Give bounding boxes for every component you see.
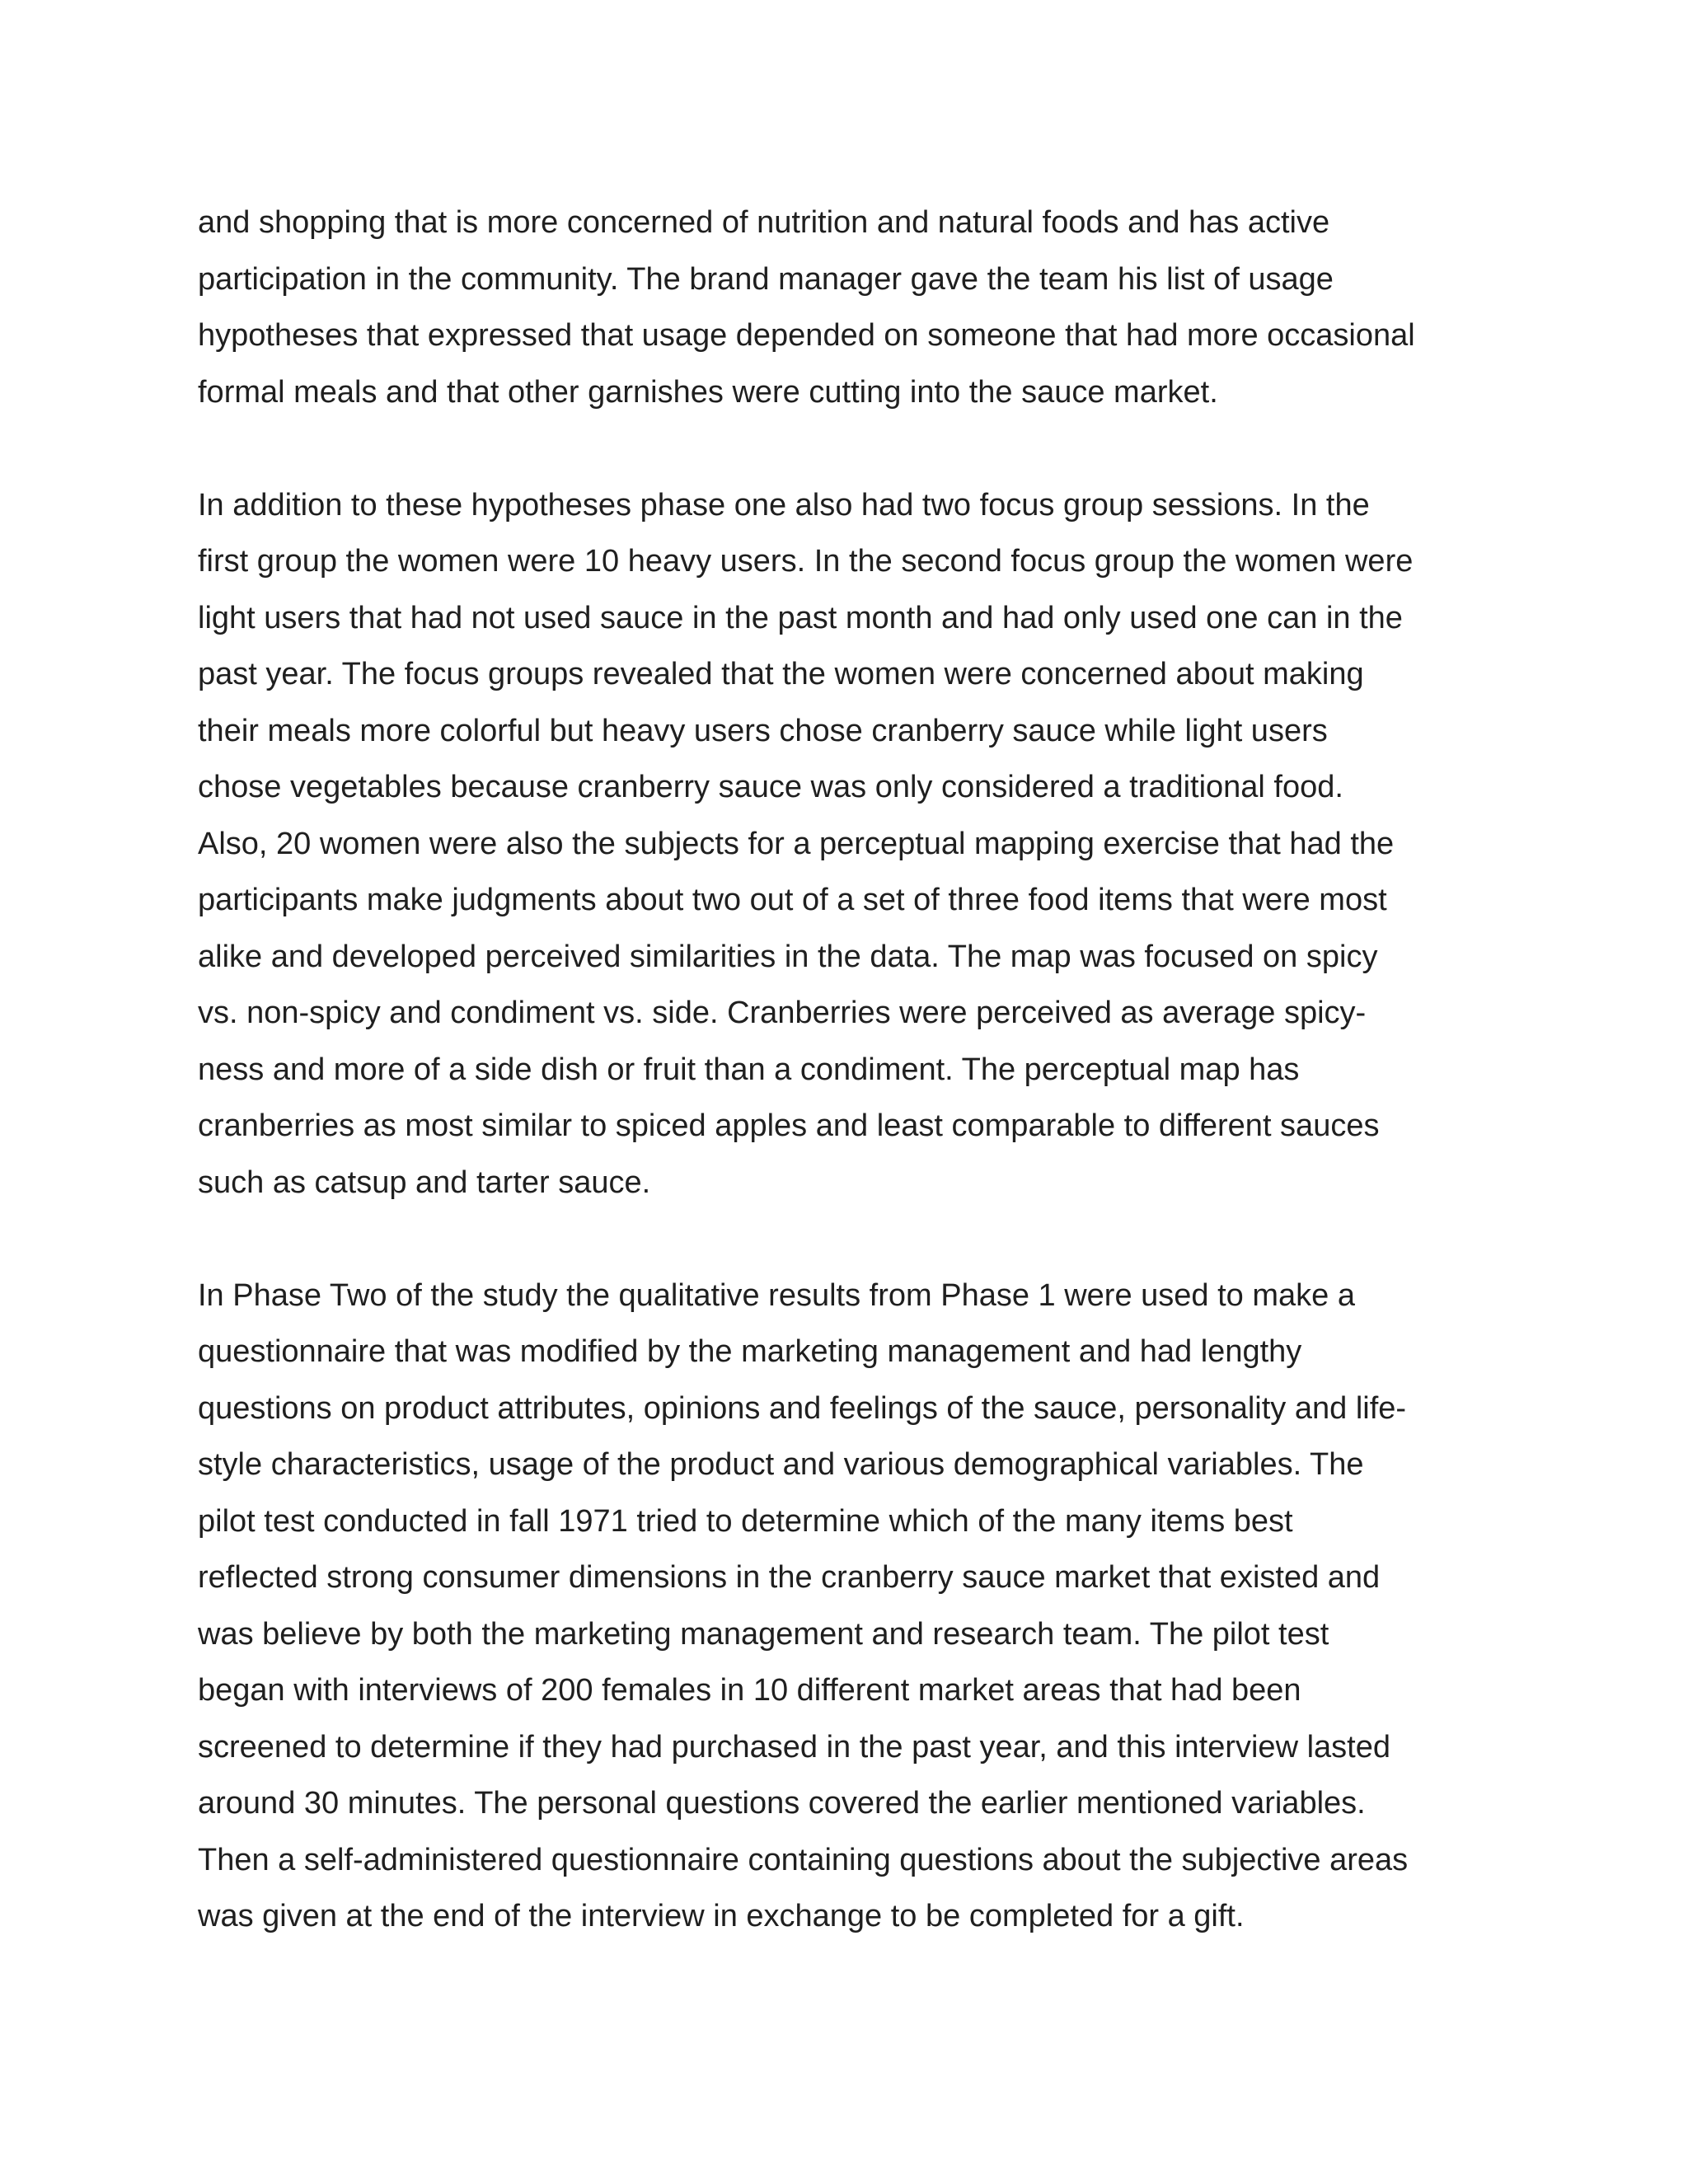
text-line: pilot test conducted in fall 1971 tried to determine which of the many items best [198, 1503, 1293, 1539]
text-line: light users that had not used sauce in the past month and had only used one can in the [198, 600, 1403, 635]
text-line: and shopping that is more concerned of nutrition and natural foods and has active [198, 205, 1330, 240]
text-line: was given at the end of the interview in exchange to be completed for a gift. [198, 1899, 1245, 1933]
text-line: their meals more colorful but heavy users chose cranberry sauce while light users [198, 713, 1328, 748]
text-line: was believe by both the marketing management and research team. The pilot test [198, 1616, 1329, 1652]
text-line: participation in the community. The brand manager gave the team his list of usage [198, 261, 1334, 297]
paragraph-1 [198, 194, 1517, 420]
text-line: vs. non-spicy and condiment vs. side. Cranberries were perceived as average spicy- [198, 996, 1367, 1030]
text-line: such as catsup and tarter sauce. [198, 1165, 651, 1200]
text-line: Also, 20 women were also the subjects for a perceptual mapping exercise that had the [198, 826, 1395, 861]
text-line: ness and more of a side dish or fruit than a condiment. The perceptual map has [198, 1052, 1300, 1087]
text-line: past year. The focus groups revealed that the women were concerned about making [198, 657, 1364, 691]
text-line: In Phase Two of the study the qualitative results from Phase 1 were used to make a [198, 1277, 1355, 1313]
paragraph-2 [198, 477, 1517, 1212]
text-line: began with interviews of 200 females in 10 different market areas that had been [198, 1673, 1301, 1708]
text-line: questions on product attributes, opinions and feelings of the sauce, personality and life- [198, 1390, 1407, 1426]
text-line: screened to determine if they had purchased in the past year, and this interview lasted [198, 1729, 1390, 1765]
text-line: cranberries as most similar to spiced apples and least comparable to different sauces [198, 1108, 1380, 1143]
text-line: questionnaire that was modified by the marketing management and had lengthy [198, 1334, 1302, 1369]
text-line: participants make judgments about two out of a set of three food items that were most [198, 883, 1387, 917]
text-line: first group the women were 10 heavy users. In the second focus group the women were [198, 544, 1414, 579]
text-line: Then a self-administered questionnaire containing questions about the subjective areas [198, 1842, 1409, 1877]
text-line: around 30 minutes. The personal questions covered the earlier mentioned variables. [198, 1786, 1366, 1821]
text-line: formal meals and that other garnishes were cutting into the sauce market. [198, 374, 1218, 410]
body-text [198, 194, 1517, 2001]
text-line: In addition to these hypotheses phase one also had two focus group sessions. In the [198, 487, 1370, 523]
text-line: hypotheses that expressed that usage depended on someone that had more occasional [198, 318, 1415, 353]
text-line: style characteristics, usage of the product and various demographical variables. The [198, 1447, 1364, 1482]
text-line: alike and developed perceived similarities in the data. The map was focused on spicy [198, 939, 1378, 974]
paragraph-3 [198, 1268, 1517, 1945]
text-line: reflected strong consumer dimensions in the cranberry sauce market that existed and [198, 1560, 1381, 1595]
text-line: chose vegetables because cranberry sauce was only considered a traditional food. [198, 770, 1343, 804]
